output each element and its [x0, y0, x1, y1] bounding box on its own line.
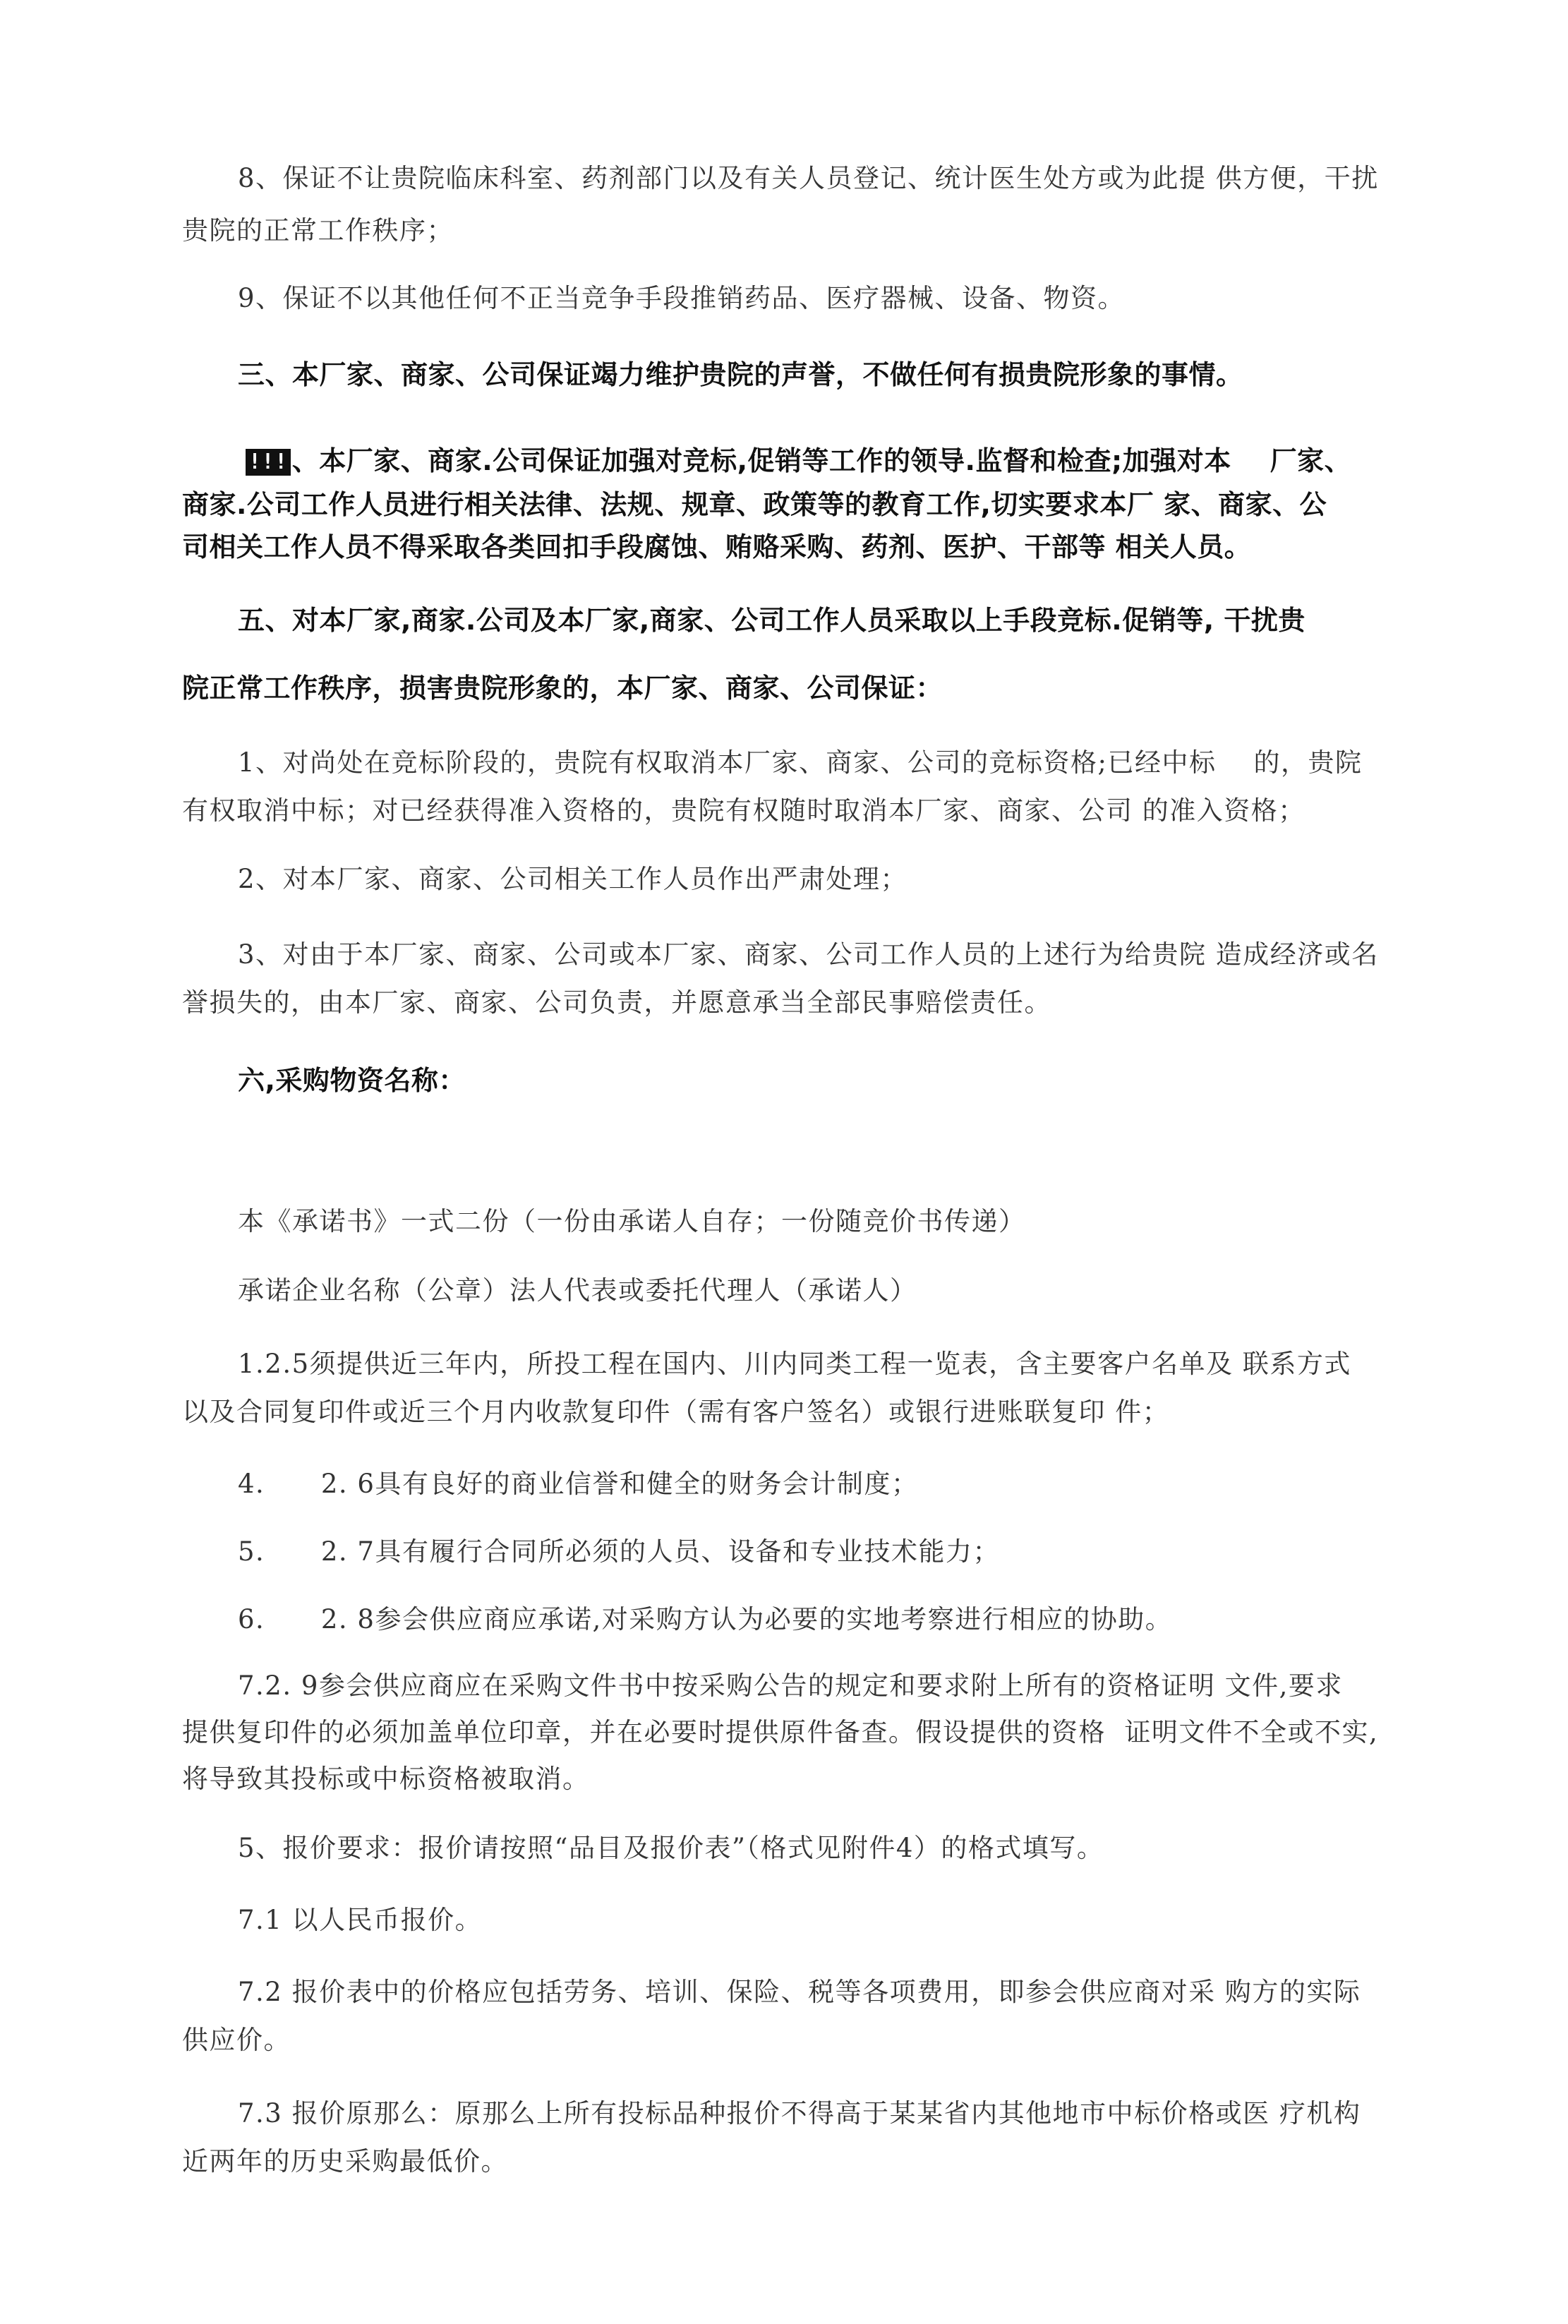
body-line: 近两年的历史采购最低价。 [182, 2146, 508, 2177]
body-line: 1.2.5须提供近三年内，所投工程在国内、川内同类工程一览表，含主要客户名单及 联系方式 [238, 1349, 1351, 1379]
body-line: 1、对尚处在竞标阶段的，贵院有权取消本厂家、商家、公司的竞标资格;已经中标 的，贵院 [238, 747, 1363, 778]
body-line: 本《承诺书》一式二份（一份由承诺人自存；一份随竞价书传递） [238, 1206, 1026, 1236]
body-line: 提供复印件的必须加盖单位印章，并在必要时提供原件备查。假设提供的资格 证明文件不全或不实, [182, 1717, 1379, 1747]
body-line: 5、报价要求：报价请按照“品目及报价表”（格式见附件4）的格式填写。 [238, 1833, 1104, 1863]
body-line: 7.2 报价表中的价格应包括劳务、培训、保险、税等各项费用，即参会供应商对采 购方的实际 [238, 1977, 1361, 2007]
body-line: 7.3 报价原那么：原那么上所有投标品种报价不得高于某某省内其他地市中标价格或医 疗机构 [238, 2098, 1361, 2129]
body-line: 誉损失的，由本厂家、商家、公司负责，并愿意承当全部民事赔偿责任。 [182, 987, 1051, 1018]
body-line-bold: 院正常工作秩序，损害贵院形象的，本厂家、商家、公司保证： [182, 673, 943, 704]
body-line: 以及合同复印件或近三个月内收款复印件（需有客户签名）或银行进账联复印 件； [182, 1397, 1170, 1427]
body-line: 8、保证不让贵院临床科室、药剂部门以及有关人员登记、统计医生处方或为此提 供方便，干扰 [238, 163, 1379, 193]
body-line: 2、对本厂家、商家、公司相关工作人员作出严肃处理； [238, 864, 908, 894]
body-line: 9、保证不以其他任何不正当竞争手段推销药品、医疗器械、设备、物资。 [238, 283, 1126, 313]
section-heading: 三、本厂家、商家、公司保证竭力维护贵院的声誉，不做任何有损贵院形象的事情。 [238, 359, 1243, 390]
section-heading: 六,采购物资名称： [238, 1065, 466, 1096]
body-line-bold: 司相关工作人员不得采取各类回扣手段腐蚀、贿赂采购、药剂、医护、干部等 相关人员。 [182, 531, 1252, 562]
section-heading [246, 439, 1351, 478]
body-line: 7.2. 9参会供应商应在采购文件书中按采购公告的规定和要求附上所有的资格证明 文件,要求 [238, 1670, 1343, 1701]
body-line: 贵院的正常工作秩序； [182, 215, 454, 246]
body-line: 承诺企业名称（公章）法人代表或委托代理人（承诺人） [238, 1275, 917, 1306]
section-number-mark: !!! [246, 449, 291, 476]
body-line: 3、对由于本厂家、商家、公司或本厂家、商家、公司工作人员的上述行为给贵院 造成经济或名 [238, 939, 1379, 970]
list-item: 5. 2. 7具有履行合同所必须的人员、设备和专业技术能力； [238, 1536, 1000, 1567]
section-heading-text: 、本厂家、商家.公司保证加强对竞标,促销等工作的领导.监督和检查;加强对本 厂家、 [291, 445, 1352, 476]
body-line: 将导致其投标或中标资格被取消。 [182, 1764, 590, 1794]
body-line: 供应价。 [182, 2025, 291, 2055]
list-item: 6. 2. 8参会供应商应承诺,对采购方认为必要的实地考察进行相应的协助。 [238, 1604, 1173, 1634]
list-item: 4. 2. 6具有良好的商业信誉和健全的财务会计制度； [238, 1469, 919, 1499]
body-line: 7.1 以人民币报价。 [238, 1905, 483, 1935]
body-line: 有权取消中标；对已经获得准入资格的，贵院有权随时取消本厂家、商家、公司 的准入资格； [182, 795, 1305, 826]
body-line-bold: 商家.公司工作人员进行相关法律、法规、规章、政策等的教育工作,切实要求本厂 家、商家、公 [182, 489, 1327, 520]
section-heading: 五、对本厂家,商家.公司及本厂家,商家、公司工作人员采取以上手段竞标.促销等, 干扰贵 [238, 605, 1305, 636]
